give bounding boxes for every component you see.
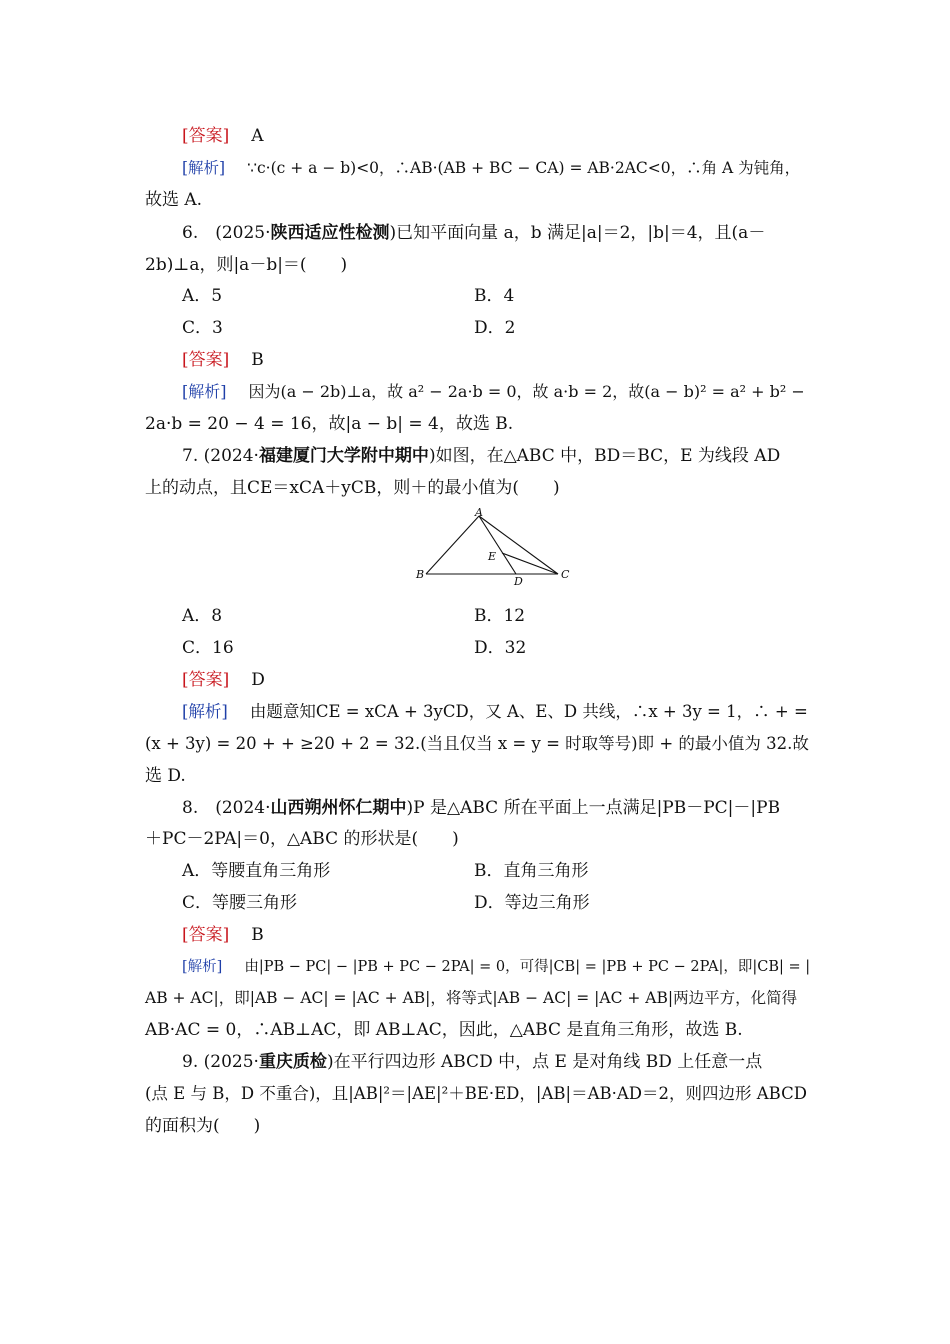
question-prefix: 6. (2025· <box>182 223 271 243</box>
answer-tag: [答案] <box>182 126 230 146</box>
q8-option-d: D．等边三角形 <box>474 893 590 913</box>
question-source: 重庆质检 <box>258 1052 327 1072</box>
q8-stem-line-2: ＋PC－2PA|＝0，△ABC 的形状是( ) <box>145 829 459 849</box>
q8-analysis-line-2: AB + AC|，即|AB − AC| = |AC + AB|，将等式|AB − AC| = |AC + AB|两边平方，化简得 <box>145 989 798 1007</box>
answer-value: B <box>251 925 264 945</box>
q5-answer-line <box>182 124 810 148</box>
answer-tag: [答案] <box>182 350 230 370</box>
q5-analysis-line-1 <box>182 156 810 180</box>
analysis-text: 由题意知CE = xCA + 3yCD，又 A、E、D 共线，∴x + 3y = 1，∴ + = <box>249 702 808 721</box>
segment-ab <box>426 516 479 574</box>
q8-stem-line-1 <box>182 796 810 820</box>
label-d: D <box>514 575 523 586</box>
label-c: C <box>561 568 570 581</box>
segment-ac <box>479 516 558 574</box>
q6-option-a: A．5 <box>182 286 223 306</box>
answer-value: A <box>251 126 264 146</box>
answer-value: B <box>251 350 264 370</box>
label-b: B <box>416 568 425 581</box>
stem-text: )如图，在△ABC 中，BD＝BC，E 为线段 AD <box>428 446 781 466</box>
q7-option-d: D．32 <box>474 638 527 658</box>
answer-tag: [答案] <box>182 670 230 690</box>
stem-text: )已知平面向量 a，b 满足|a|＝2，|b|＝4，且(a－ <box>389 223 766 243</box>
question-prefix: 9. (2025· <box>182 1052 259 1072</box>
analysis-tag: [解析] <box>182 382 227 401</box>
q7-stem-line-1 <box>182 444 810 468</box>
q6-option-d: D．2 <box>474 318 516 338</box>
q6-stem-line-2: 2b)⊥a，则|a－b|＝( ) <box>145 255 348 275</box>
q7-option-b: B．12 <box>474 606 526 626</box>
stem-text: )P 是△ABC 所在平面上一点满足|PB－PC|－|PB <box>406 798 781 818</box>
q9-stem-line-3: 的面积为( ) <box>145 1116 261 1136</box>
label-e: E <box>488 550 497 563</box>
question-source: 山西朔州怀仁期中 <box>270 798 407 818</box>
q7-stem-line-2: 上的动点，且CE＝xCA＋yCB，则＋的最小值为( ) <box>145 478 560 498</box>
question-source: 福建厦门大学附中期中 <box>258 446 429 466</box>
answer-value: D <box>251 670 265 690</box>
q8-analysis-line-1 <box>182 955 810 979</box>
q6-option-b: B．4 <box>474 286 515 306</box>
analysis-text: ∵c·(c + a − b)<0，∴AB·(AB + BC − CA) = AB·2AC<0，∴角 A 为钝角， <box>247 159 801 177</box>
q6-answer-line <box>182 348 810 372</box>
q7-option-a: A．8 <box>182 606 223 626</box>
question-source: 陕西适应性检测 <box>270 223 390 243</box>
q8-analysis-line-3: AB·AC = 0，∴AB⊥AC，即 AB⊥AC，因此，△ABC 是直角三角形，故选 B. <box>145 1020 743 1040</box>
q7-analysis-line-3: 选 D. <box>145 766 186 786</box>
q6-option-c: C．3 <box>182 318 223 338</box>
q9-stem-line-2: (点 E 与 B，D 不重合)，且|AB|²＝|AE|²＋BE·ED，|AB|＝AB·AD＝2，则四边形 ABCD <box>145 1084 807 1103</box>
analysis-tag: [解析] <box>182 959 223 975</box>
q7-analysis-line-1 <box>182 700 810 724</box>
q6-analysis-line-1 <box>182 380 810 404</box>
q8-answer-line <box>182 923 810 947</box>
q7-analysis-line-2: (x + 3y) = 20 + + ≥20 + 2 = 32.(当且仅当 x = y = 时取等号)即 + 的最小值为 32.故 <box>145 734 809 753</box>
q9-stem-line-1 <box>182 1050 810 1074</box>
q5-analysis-line-2: 故选 A. <box>145 190 203 210</box>
q6-stem-line-1 <box>182 221 810 245</box>
answer-tag: [答案] <box>182 925 230 945</box>
segment-ce <box>502 553 558 574</box>
q8-option-a: A．等腰直角三角形 <box>182 861 331 881</box>
triangle-figure <box>410 506 580 586</box>
q8-option-b: B．直角三角形 <box>474 861 589 881</box>
segment-ad <box>479 516 516 574</box>
label-a: A <box>475 506 483 519</box>
analysis-text: 因为(a − 2b)⊥a，故 a² − 2a·b = 0，故 a·b = 2，故(a − b)² = a² + b² − <box>248 382 805 401</box>
q7-answer-line <box>182 668 810 692</box>
analysis-text: 由|PB − PC| − |PB + PC − 2PA| = 0，可得|CB| = |PB + PC − 2PA|，即|CB| = | <box>244 959 811 975</box>
analysis-tag: [解析] <box>182 702 228 721</box>
question-prefix: 8. (2024· <box>182 798 271 818</box>
q7-option-c: C．16 <box>182 638 234 658</box>
q8-option-c: C．等腰三角形 <box>182 893 298 913</box>
question-prefix: 7. (2024· <box>182 446 259 466</box>
q6-analysis-line-2: 2a·b = 20 − 4 = 16，故|a − b| = 4，故选 B. <box>145 414 514 434</box>
analysis-tag: [解析] <box>182 159 226 177</box>
stem-text: )在平行四边形 ABCD 中，点 E 是对角线 BD 上任意一点 <box>326 1052 763 1072</box>
